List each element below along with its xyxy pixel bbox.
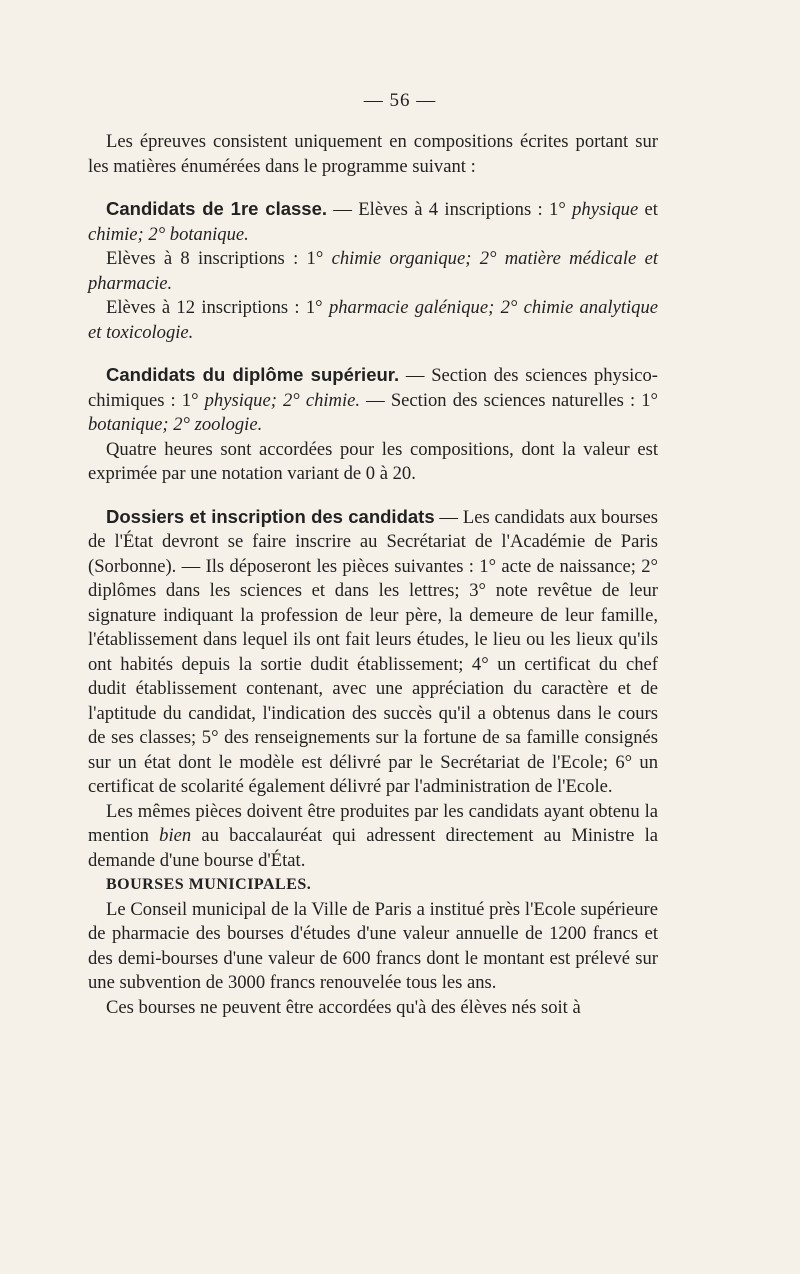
section-dossiers xyxy=(88,505,658,800)
italic-run: pharmacie galénique; 2° chimie analytique et toxicologie. xyxy=(88,297,658,343)
text-run: au baccalauréat qui adressent directement au Ministre la demande d'une bourse d'État. xyxy=(88,825,658,871)
italic-run: bien xyxy=(159,825,192,846)
section-heading: Candidats du diplôme supérieur. xyxy=(106,364,400,385)
paragraph-memes-pieces xyxy=(88,800,658,874)
text-run: Elèves à 12 inscriptions : 1° xyxy=(106,297,329,318)
text-run: Elèves à 8 inscriptions : 1° xyxy=(106,248,332,269)
text-run: — Section des sciences naturelles : 1° xyxy=(360,389,658,411)
paragraph-conseil-municipal: Le Conseil municipal de la Ville de Paris a institué près l'Ecole supérieure de pharmacie des bourses d'études d'une valeur annuelle de 1200 francs et des demi-bourses d'une valeur de 600 francs dont le montant est prélevé sur une subvention de 3000 francs renouvelée tous les ans. xyxy=(88,898,658,993)
text-run: Les mêmes pièces doivent être produites par les candidats ayant obtenu la mention xyxy=(88,800,658,846)
heading-bourses-municipales: BOURSES MUNICIPALES. xyxy=(106,876,312,893)
page-number: — 56 — xyxy=(363,90,437,111)
paragraph-quatre-heures: Quatre heures sont accordées pour les compositions, dont la valeur est exprimée par une notation variant de 0 à 20. xyxy=(88,438,658,484)
text-run: — Les candidats aux bourses de l'État devront se faire inscrire au Secrétariat de l'Académie de Paris (Sorbonne). — Ils déposeront les pièces suivantes : 1° acte de naissance; 2° diplômes dans les sciences et dans les lettres; 3° note revêtue de leur signature indiquant la profession de leur père, la demeure de leur famille, l'établissement dans lequel ils ont fait leurs études, le lieu ou les lieux qu'ils ont habités depuis la sortie dudit établissement; 4° un certificat du chef dudit établissement contenant, avec une appréciation du caractère et de l'aptitude du candidat, l'indication des succès qu'il a obtenus dans le cours de ses classes; 5° des renseignements sur la fortune de sa famille consignés sur un état dont le modèle est délivré par le Secrétariat de l'Ecole; 6° un certificat de scolarité également délivré par l'administration de l'Ecole. xyxy=(88,506,658,797)
italic-run: chimie; 2° botanique. xyxy=(88,223,249,245)
paragraph-ces-bourses: Ces bourses ne peuvent être accordées qu'à des élèves nés soit à xyxy=(106,996,581,1018)
paragraph-8-inscriptions xyxy=(88,247,658,296)
section-heading: Candidats de 1re classe. xyxy=(106,198,328,219)
italic-run: physique; 2° chimie. xyxy=(204,389,361,411)
section-heading: Dossiers et inscription des candidats xyxy=(106,505,435,527)
italic-run: chimie organique; 2° matière médicale et pharmacie. xyxy=(88,248,658,294)
text-run: — Section des sciences physico-chimiques : 1° xyxy=(88,365,659,411)
section-candidats-1re-classe xyxy=(88,197,658,247)
section-diplome-superieur xyxy=(88,363,658,438)
intro-paragraph: Les épreuves consistent uniquement en compositions écrites portant sur les matières énumérées dans le programme suivant : xyxy=(88,131,658,177)
italic-run: botanique; 2° zoologie. xyxy=(88,414,263,435)
text-run: — Elèves à 4 inscriptions : 1° xyxy=(327,199,573,220)
body-text xyxy=(88,130,658,1020)
italic-run: physique xyxy=(572,199,639,220)
text-run: et xyxy=(638,199,658,220)
paragraph-12-inscriptions xyxy=(88,296,658,345)
